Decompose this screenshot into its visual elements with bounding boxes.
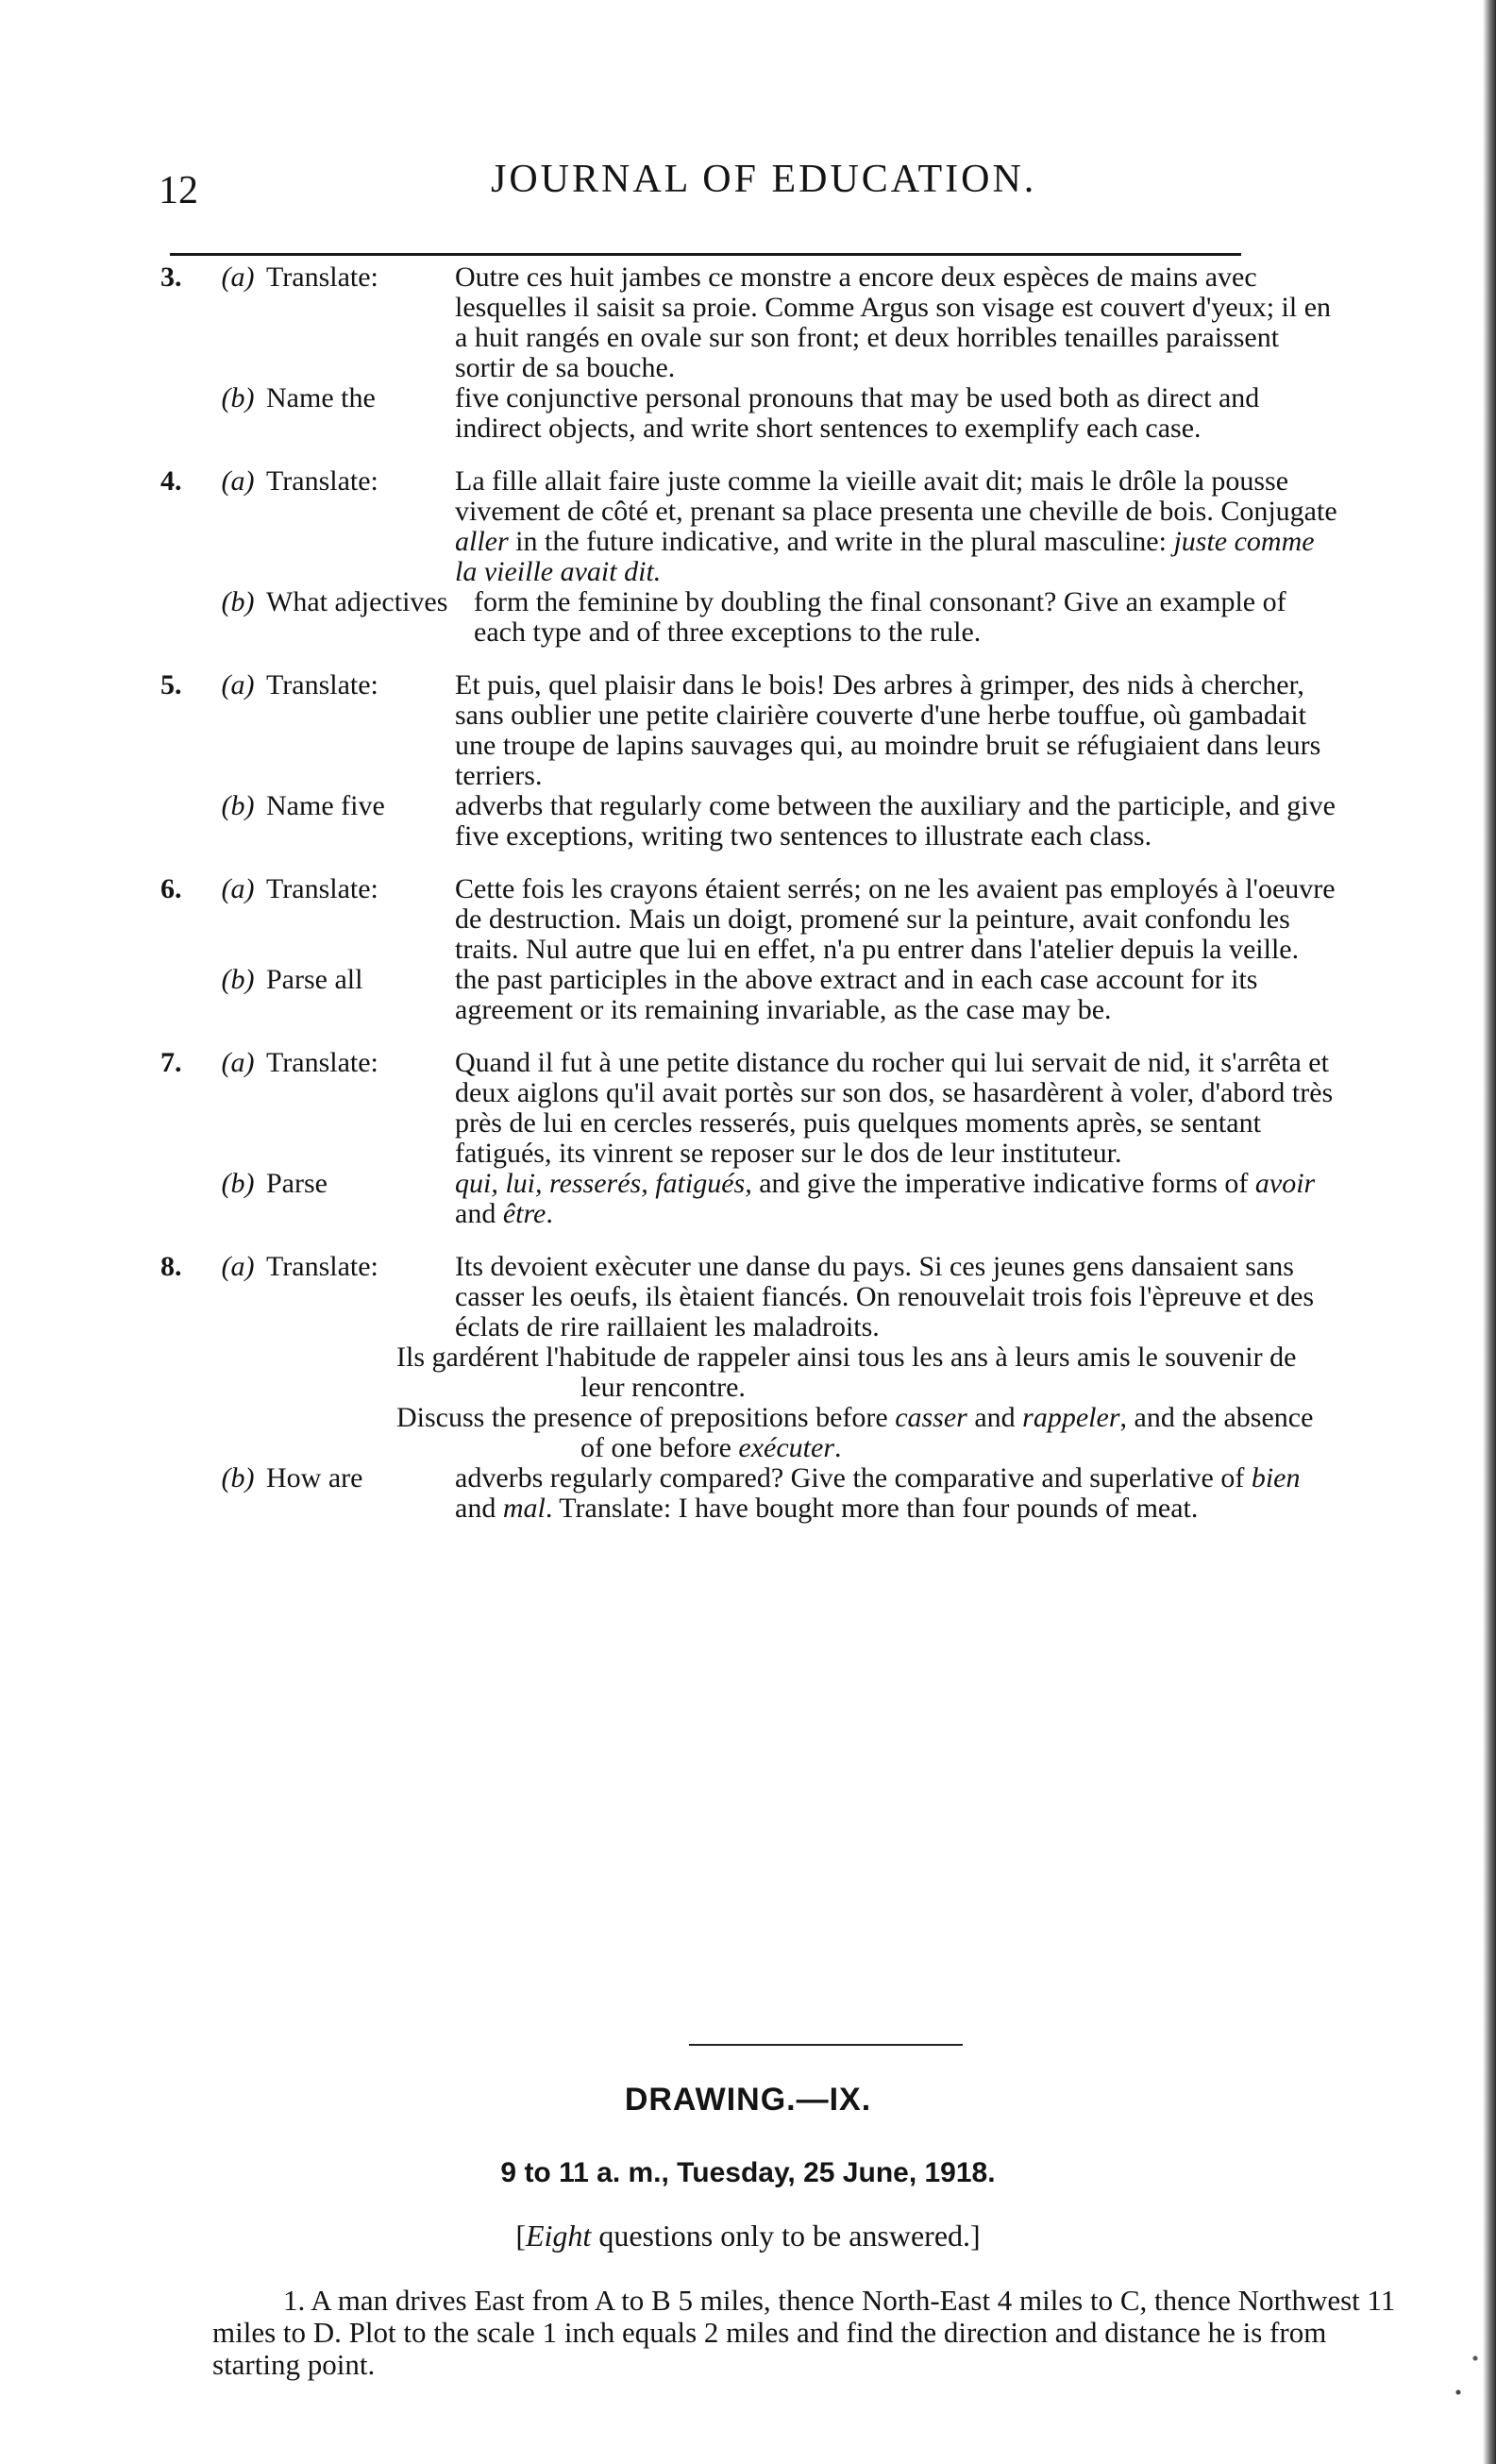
section-title: DRAWING.—IX. [624, 2082, 872, 2118]
part-label: (b) [221, 586, 255, 617]
section-divider [689, 2044, 963, 2046]
italic-term: rappeler [1022, 1402, 1120, 1433]
part-lead: Translate: [266, 465, 378, 497]
scan-edge-shadow [1483, 0, 1496, 2464]
section-time: 9 to 11 a. m., Tuesday, 25 June, 1918. [500, 2157, 996, 2188]
part-label: (a) [221, 873, 255, 904]
part-text: adverbs that regularly come between the auxiliary and the participle, and give five exceptions, writing two sentences to illustrate each class. [455, 790, 1336, 852]
question-part [160, 1463, 1444, 1524]
part-lead: Translate: [266, 1047, 378, 1078]
question-7 [160, 1048, 1444, 1229]
part-label: (b) [221, 790, 255, 821]
question-8 [160, 1252, 1444, 1524]
question-part [160, 262, 1444, 383]
italic-term: juste comme la vieille avait dit. [455, 526, 1315, 587]
part-lead: What adjectives [266, 586, 448, 617]
question-5 [160, 670, 1444, 852]
question-part [160, 466, 1444, 587]
part-lead: Name five [266, 790, 385, 821]
italic-term: Eight [525, 2219, 592, 2253]
italic-term: avoir [1254, 1168, 1316, 1199]
page-number: 12 [159, 169, 198, 212]
question-part [160, 1169, 1444, 1229]
question-part [160, 383, 1444, 444]
part-label: (b) [221, 382, 255, 413]
part-text: Cette fois les crayons étaient serrés; on ne les avaient pas employés à l'oeuvre de destruction. Mais un doigt, promené sur la peinture, avait confondu les traits. Nul autre que lui en effet, n'a pu entrer dans l'atelier depuis la veille. [455, 873, 1336, 965]
running-head: JOURNAL OF EDUCATION. [491, 158, 1037, 201]
part-text: Et puis, quel plaisir dans le bois! Des arbres à grimper, des nids à chercher, sans oublier une petite clairière couverte d'une herbe touffue, où gambadait une troupe de lapins sauvages qui, au moindre bruit se réfugiaient dans leurs terriers. [455, 669, 1321, 791]
part-lead: Parse all [266, 964, 363, 995]
italic-term: bien [1251, 1462, 1301, 1494]
question-part [160, 587, 1444, 648]
question-number: 6. [160, 873, 182, 904]
question-number: 5. [160, 669, 182, 700]
part-label: (b) [221, 1168, 255, 1199]
part-text: Its devoient exècuter une danse du pays. Si ces jeunes gens dansaient sans casser les oeufs, ils ètaient fiancés. On renouvelait trois fois l'èpreuve et des éclats de rire raillaient les maladroits. [455, 1251, 1315, 1342]
italic-term: être [502, 1198, 546, 1229]
scan-specks [1436, 2256, 1492, 2426]
part-label: (a) [221, 465, 255, 497]
part-lead: Name the [266, 382, 376, 413]
question-4 [160, 466, 1444, 648]
italic-term: aller [455, 526, 509, 557]
question-number: 4. [160, 465, 182, 497]
question-number: 3. [160, 262, 182, 293]
question-6 [160, 874, 1444, 1025]
italic-term: casser [895, 1402, 967, 1433]
question-part [160, 670, 1444, 791]
header-rule [170, 253, 1241, 256]
question-number: 7. [160, 1047, 182, 1078]
part-label: (a) [221, 262, 255, 293]
question-part [160, 791, 1444, 852]
part-lead: Parse [266, 1168, 328, 1199]
part-lead: Translate: [266, 262, 378, 293]
question-part [160, 874, 1444, 965]
part-text: form the feminine by doubling the final consonant? Give an example of each type and of three exceptions to the rule. [474, 586, 1286, 648]
part-text: qui, lui, resserés, fatigués, and give the imperative indicative forms of avoir and être. [455, 1168, 1316, 1229]
part-label: (a) [221, 1251, 255, 1282]
part-text: five conjunctive personal pronouns that may be used both as direct and indirect objects, and write short sentences to exemplify each case. [455, 382, 1260, 444]
section-note: [Eight questions only to be answered.] [515, 2219, 981, 2253]
question-number: 8. [160, 1251, 182, 1282]
italic-term: mal [502, 1493, 546, 1524]
drawing-question-1 [212, 2285, 1411, 2381]
question-8-discussion: Discuss the presence of prepositions before casser and rappeler, and the absence of one before exécuter. [396, 1402, 1314, 1463]
part-text: adverbs regularly compared? Give the comparative and superlative of bien and mal. Translate: I have bought more than four pounds of meat. [455, 1462, 1301, 1524]
part-label: (a) [221, 669, 255, 700]
part-label: (a) [221, 1047, 255, 1078]
part-text: La fille allait faire juste comme la vieille avait dit; mais le drôle la pousse vivement de côté et, prenant sa place presenta une cheville de bois. Conjugate aller in the future indicative, and write in the plural masculine: juste comme la vieille avait dit. [455, 465, 1337, 587]
question-part [160, 965, 1444, 1025]
italic-term: qui, lui, resserés, fatigués, [455, 1168, 752, 1199]
question-part [160, 1048, 1444, 1169]
question-list [160, 262, 1444, 1546]
italic-term: exécuter [738, 1432, 835, 1463]
part-lead: Translate: [266, 873, 378, 904]
question-3 [160, 262, 1444, 444]
drawing-question-text: 1. A man drives East from A to B 5 miles, thence North-East 4 miles to C, thence Northwest 11 miles to D. Plot to the scale 1 inch equals 2 miles and find the direction and distance he is from starting point. [212, 2284, 1396, 2381]
part-text: Outre ces huit jambes ce monstre a encore deux espèces de mains avec lesquelles il saisit sa proie. Comme Argus son visage est couvert d'yeux; il en a huit rangés en ovale sur son front; et deux horribles tenailles paraissent sortir de sa bouche. [455, 262, 1332, 383]
question-8-sentence: Ils gardérent l'habitude de rappeler ainsi tous les ans à leurs amis le souvenir de leur rencontre. [396, 1342, 1297, 1403]
part-lead: Translate: [266, 669, 378, 700]
part-label: (b) [221, 1462, 255, 1494]
part-text: the past participles in the above extract and in each case account for its agreement or its remaining invariable, as the case may be. [455, 964, 1258, 1025]
part-label: (b) [221, 964, 255, 995]
question-part [160, 1252, 1444, 1342]
part-lead: How are [266, 1462, 363, 1494]
part-text: Quand il fut à une petite distance du rocher qui lui servait de nid, it s'arrêta et deux aiglons qu'il avait portès sur son dos, se hasardèrent à voler, d'abord très près de lui en cercles resserés, puis quelques moments après, se sentant fatigués, its vinrent se reposer sur le dos de leur instituteur. [455, 1047, 1334, 1169]
part-lead: Translate: [266, 1251, 378, 1282]
